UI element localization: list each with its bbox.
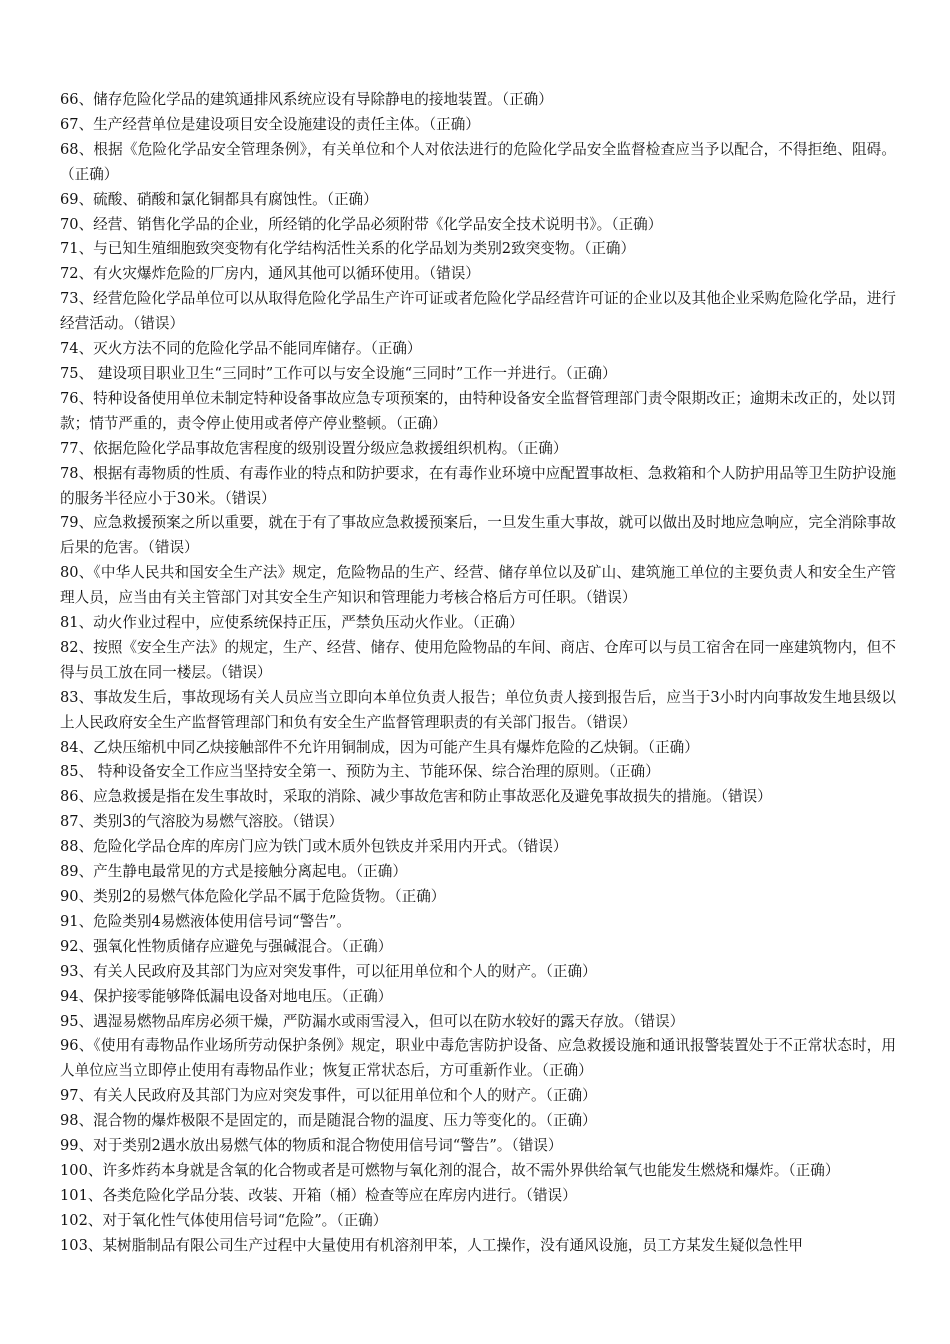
question-item: 80、《中华人民共和国安全生产法》规定，危险物品的生产、经营、储存单位以及矿山、建筑施工单位的主要负责人和安全生产管理人员，应当由有关主管部门对其安全生产知识和管理能力考核合格后方可任职。（错误）	[60, 564, 896, 607]
question-item: 81、动火作业过程中，应使系统保持正压，严禁负压动火作业。（正确）	[60, 614, 524, 632]
question-item: 95、遇湿易燃物品库房必须干燥，严防漏水或雨雪浸入，但可以在防水较好的露天存放。（错误）	[60, 1012, 685, 1030]
question-item: 77、依据危险化学品事故危害程度的级别设置分级应急救援组织机构。（正确）	[60, 439, 568, 457]
question-item: 97、有关人民政府及其部门为应对突发事件，可以征用单位和个人的财产。（正确）	[60, 1087, 597, 1105]
question-item: 66、储存危险化学品的建筑通排风系统应设有导除静电的接地装置。（正确）	[60, 91, 553, 108]
question-item: 89、产生静电最常见的方式是接触分离起电。（正确）	[60, 863, 407, 881]
question-item: 90、类别2的易燃气体危险化学品不属于危险货物。（正确）	[60, 888, 446, 905]
question-item: 75、 建设项目职业卫生“三同时”工作可以与安全设施“三同时”工作一并进行。（正确）	[60, 364, 617, 382]
question-item: 100、许多炸药本身就是含氧的化合物或者是可燃物与氧化剂的混合，故不需外界供给氧气也能发生燃烧和爆炸。（正确）	[60, 1161, 840, 1179]
question-item: 79、应急救援预案之所以重要，就在于有了事故应急救援预案后，一旦发生重大事故，就可以做出及时地应急响应，完全消除事故后果的危害。（错误）	[60, 514, 896, 557]
question-item: 85、 特种设备安全工作应当坚持安全第一、预防为主、节能环保、综合治理的原则。（正确）	[60, 763, 660, 781]
question-item: 68、根据《危险化学品安全管理条例》，有关单位和个人对依法进行的危险化学品安全监督检查应当予以配合，不得拒绝、阻碍。（正确）	[60, 140, 896, 183]
question-item: 101、各类危险化学品分装、改装、开箱（桶）检查等应在库房内进行。（错误）	[60, 1186, 577, 1204]
question-item: 84、乙炔压缩机中同乙炔接触部件不允许用铜制成，因为可能产生具有爆炸危险的乙炔铜。（正确）	[60, 738, 699, 756]
question-item: 99、对于类别2遇水放出易燃气体的物质和混合物使用信号词“警告”。（错误）	[60, 1137, 563, 1155]
question-item: 70、经营、销售化学品的企业，所经销的化学品必须附带《化学品安全技术说明书》。（正确）	[60, 215, 663, 233]
question-item: 103、某树脂制品有限公司生产过程中大量使用有机溶剂甲苯，人工操作，没有通风设施，员工方某发生疑似急性甲	[60, 1236, 803, 1254]
question-item: 73、经营危险化学品单位可以从取得危险化学品生产许可证或者危险化学品经营许可证的企业以及其他企业采购危险化学品，进行经营活动。（错误）	[60, 290, 896, 333]
document-page	[60, 88, 896, 1259]
question-item: 91、危险类别4易燃液体使用信号词“警告”。	[60, 912, 351, 930]
question-item: 72、有火灾爆炸危险的厂房内，通风其他可以循环使用。（错误）	[60, 265, 480, 283]
question-item: 93、有关人民政府及其部门为应对突发事件，可以征用单位和个人的财产。（正确）	[60, 962, 597, 980]
question-item: 102、对于氧化性气体使用信号词“危险”。（正确）	[60, 1211, 388, 1229]
question-item: 92、强氧化性物质储存应避免与强碱混合。（正确）	[60, 937, 393, 955]
question-item: 88、危险化学品仓库的库房门应为铁门或木质外包铁皮并采用内开式。（错误）	[60, 838, 568, 856]
question-item: 69、硫酸、硝酸和氯化铜都具有腐蚀性。（正确）	[60, 190, 378, 208]
question-item: 71、与已知生殖细胞致突变物有化学结构活性关系的化学品划为类别2致突变物。（正确）	[60, 240, 636, 258]
question-item: 76、特种设备使用单位未制定特种设备事故应急专项预案的，由特种设备安全监督管理部门责令限期改正；逾期未改正的，处以罚款；情节严重的，责令停止使用或者停产停业整顿。（正确）	[60, 389, 896, 432]
question-item: 74、灭火方法不同的危险化学品不能同库储存。（正确）	[60, 340, 422, 358]
question-item: 78、根据有毒物质的性质、有毒作业的特点和防护要求，在有毒作业环境中应配置事故柜、急救箱和个人防护用品等卫生防护设施的服务半径应小于30米。（错误）	[60, 464, 896, 507]
question-item: 87、类别3的气溶胶为易燃气溶胶。（错误）	[60, 813, 344, 831]
question-item: 67、生产经营单位是建设项目安全设施建设的责任主体。（正确）	[60, 115, 480, 133]
question-item: 94、保护接零能够降低漏电设备对地电压。（正确）	[60, 987, 393, 1005]
question-item: 86、应急救援是指在发生事故时，采取的消除、减少事故危害和防止事故恶化及避免事故损失的措施。（错误）	[60, 788, 772, 806]
question-item: 96、《使用有毒物品作业场所劳动保护条例》规定，职业中毒危害防护设备、应急救援设施和通讯报警装置处于不正常状态时，用人单位应当立即停止使用有毒物品作业；恢复正常状态后，方可重新作业。（正确）	[60, 1037, 896, 1080]
question-item: 98、混合物的爆炸极限不是固定的，而是随混合物的温度、压力等变化的。（正确）	[60, 1112, 597, 1130]
question-item: 83、事故发生后，事故现场有关人员应当立即向本单位负责人报告；单位负责人接到报告后，应当于3小时内向事故发生地县级以上人民政府安全生产监督管理部门和负有安全生产监督管理职责的有关部门报告。（错误）	[60, 688, 896, 731]
question-item: 82、按照《安全生产法》的规定，生产、经营、储存、使用危险物品的车间、商店、仓库可以与员工宿舍在同一座建筑物内，但不得与员工放在同一楼层。（错误）	[60, 638, 896, 681]
